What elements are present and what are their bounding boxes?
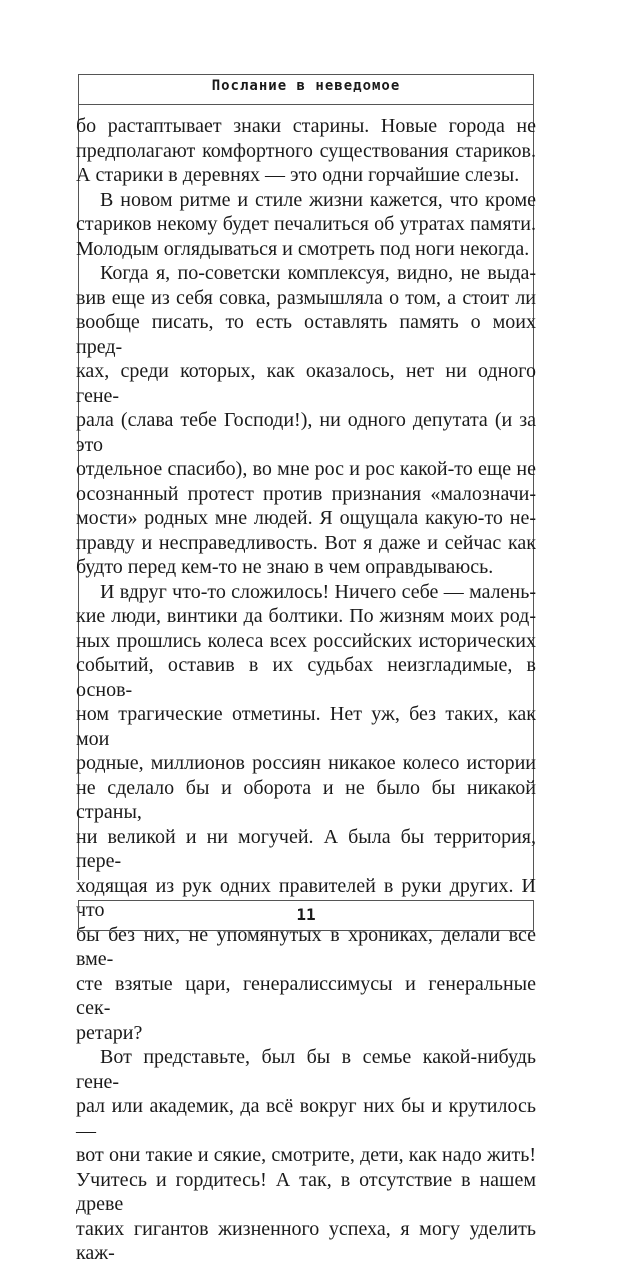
text-line: таких гигантов жизненного успеха, я могу уделить каж- [76,1217,536,1264]
text-line: не сделало бы и оборота и не было бы никакой страны, [76,776,536,823]
text-line: кие люди, винтики да болтики. По жизням моих род- [76,605,536,627]
body-text [76,114,536,1266]
text-line: сте взятые цари, генералиссимусы и генеральные сек- [76,972,536,1019]
text-line: ном трагические отметины. Нет уж, без таких, как мои [76,703,536,750]
text-line: стариков некому будет печалиться об утратах памяти. [76,213,536,235]
text-line: бо растаптывает знаки старины. Новые города не [76,115,536,137]
text-line: ни великой и ни могучей. А была бы территория, пере- [76,825,536,872]
running-header [78,74,534,105]
text-line: событий, оставив в их судьбах неизгладимые, в основ- [76,654,536,701]
page-footer [78,900,534,931]
text-line: осознанный протест против признания «малозначи- [76,482,536,505]
page-number: 11 [296,905,316,924]
text-line: правду и несправедливость. Вот я даже и сейчас как [76,531,536,554]
text-line: Учитесь и гордитесь! А так, в отсутствие в нашем древе [76,1168,536,1215]
text-line: родные, миллионов россиян никакое колесо истории [76,752,536,774]
text-line: Вот представьте, был бы в семье какой-нибудь гене- [76,1046,536,1093]
text-line: ных прошлись колеса всех российских исторических [76,629,536,652]
text-line: Когда я, по-советски комплексуя, видно, не выда- [100,262,536,284]
text-line: ходящая из рук одних правителей в руки других. И что [76,874,536,921]
text-line: Молодым оглядываться и смотреть под ноги некогда. [76,237,530,260]
running-header-title: Послание в неведомое [211,78,401,94]
text-line: предполагают комфортного существования стариков. [76,139,536,162]
text-line: вив еще из себя совка, размышляла о том, а стоит ли [76,286,536,309]
text-line: рала (слава тебе Господи!), ни одного депутата (и за это [76,409,536,456]
text-line: бы без них, не упомянутых в хрониках, делали все вме- [76,923,536,970]
text-line: вот они такие и сякие, смотрите, дети, как надо жить! [76,1144,536,1166]
text-line: мости» родных мне людей. Я ощущала какую-то не- [76,507,536,529]
text-line: отдельное спасибо), во мне рос и рос какой-то еще не [76,458,536,480]
text-line: В новом ритме и стиле жизни кажется, что кроме [100,188,536,211]
text-line: вообще писать, то есть оставлять память о моих пред- [76,311,536,358]
text-line: будто перед кем-то не знаю в чем оправдываюсь. [76,556,494,578]
text-line: рал или академик, да всё вокруг них бы и крутилось — [76,1095,536,1142]
text-line: И вдруг что-то сложилось! Ничего себе — малень- [100,580,536,603]
text-line: ретари? [76,1021,143,1044]
text-line: А старики в деревнях — это одни горчайшие слезы. [76,164,520,186]
text-line: ках, среди которых, как оказалось, нет ни одного гене- [76,360,536,407]
